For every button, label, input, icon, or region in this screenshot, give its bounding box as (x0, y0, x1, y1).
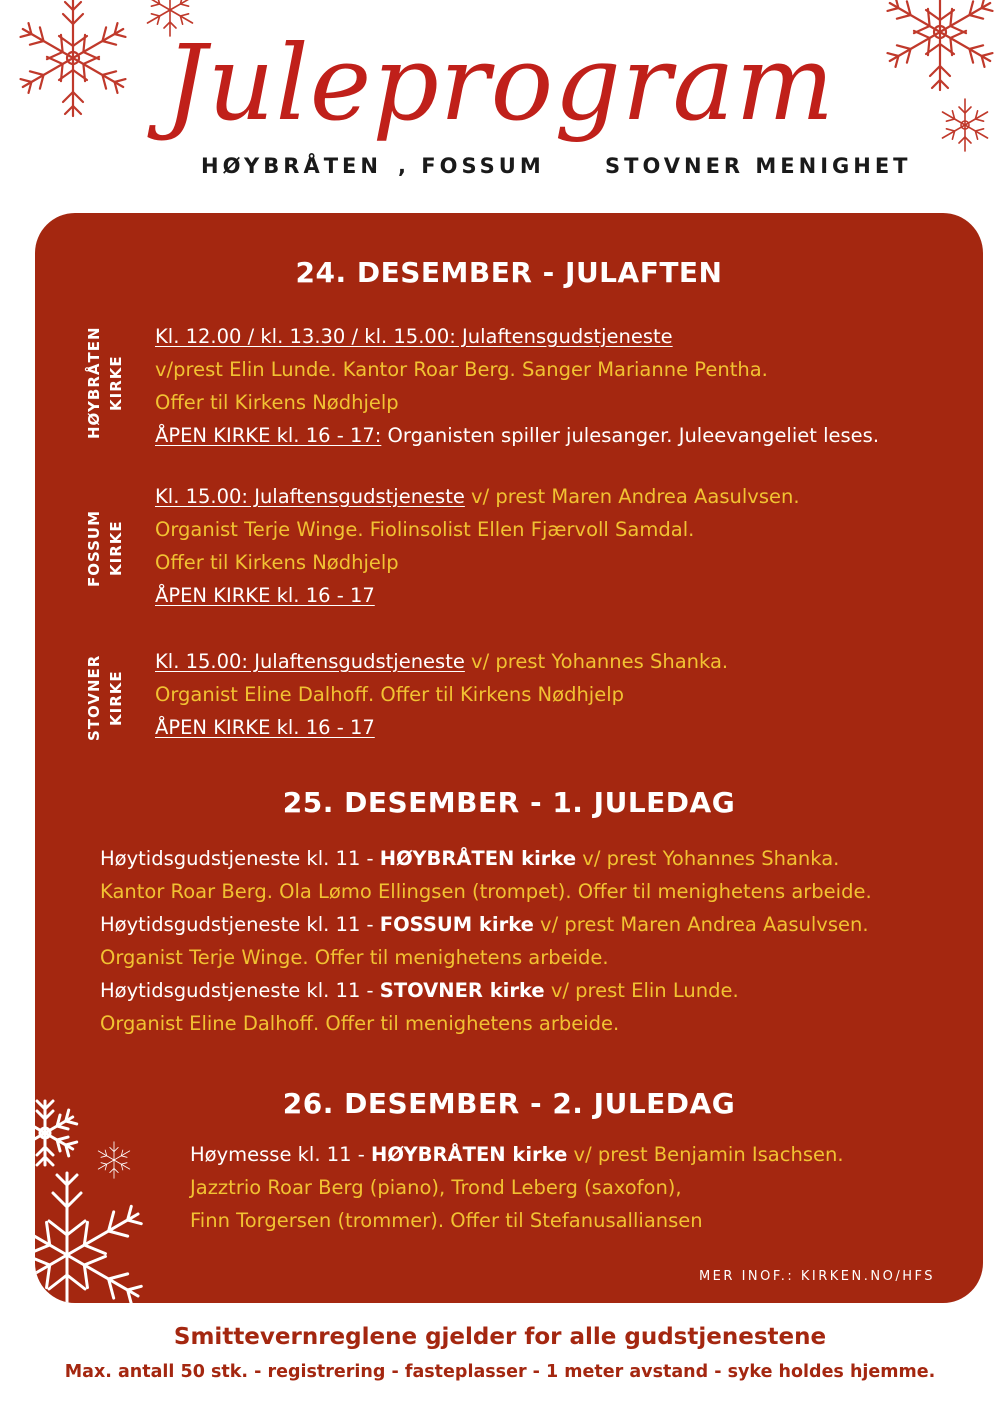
more-info: MER INOF.: KIRKEN.NO/HFS (698, 1269, 935, 1284)
page-subtitle (0, 154, 1000, 184)
dec25-entry-stovner-detail: Organist Eline Dalhoff. Offer til menighetens arbeide. (100, 1012, 620, 1035)
stovner-line2: Organist Eline Dalhoff. Offer til Kirkens Nødhjelp (155, 683, 625, 706)
heading-dec26: 26. DESEMBER - 2. JULEDAG (282, 1087, 736, 1120)
dec25-entry-hoybraten-detail: Kantor Roar Berg. Ola Lømo Ellingsen (trompet). Offer til menighetens arbeide. (100, 880, 872, 903)
dec26-line3: Finn Torgersen (trommer). Offer til Stefanusalliansen (190, 1209, 703, 1232)
program-card (35, 213, 983, 1303)
fossum-open: ÅPEN KIRKE kl. 16 - 17 (155, 584, 375, 607)
subtitle-fossum: , FOSSUM (398, 154, 545, 178)
stovner-open: ÅPEN KIRKE kl. 16 - 17 (155, 716, 375, 739)
heading-dec25: 25. DESEMBER - 1. JULEDAG (282, 786, 736, 819)
dec25-entry-hoybraten: Høytidsgudstjeneste kl. 11 - HØYBRÅTEN kirke v/ prest Yohannes Shanka. (100, 847, 840, 870)
fossum-line3: Offer til Kirkens Nødhjelp (155, 551, 399, 574)
heading-dec24: 24. DESEMBER - JULAFTEN (295, 256, 723, 289)
subtitle-hoybraten: HØYBRÅTEN (201, 154, 382, 178)
hoybraten-line2: v/prest Elin Lunde. Kantor Roar Berg. Sanger Marianne Pentha. (155, 358, 768, 381)
side-label-fossum: FOSSUM KIRKE (85, 509, 125, 587)
stovner-times: Kl. 15.00: Julaftensgudstjeneste v/ prest Yohannes Shanka. (155, 650, 729, 673)
hoybraten-line3: Offer til Kirkens Nødhjelp (155, 391, 399, 414)
subtitle-stovner: STOVNER MENIGHET (605, 154, 912, 178)
fossum-times: Kl. 15.00: Julaftensgudstjeneste v/ prest Maren Andrea Aasulvsen. (155, 485, 800, 508)
hoybraten-times: Kl. 12.00 / kl. 13.30 / kl. 15.00: Julaftensgudstjeneste (155, 325, 673, 348)
dec25-entry-fossum-detail: Organist Terje Winge. Offer til menighetens arbeide. (100, 946, 609, 969)
open-church-label: ÅPEN KIRKE kl. 16 - 17: (155, 424, 382, 447)
side-label-hoybraten: HØYBRÅTEN KIRKE (85, 326, 125, 440)
footer-rules: Max. antall 50 stk. - registrering - fasteplasser - 1 meter avstand - syke holdes hjemme. (64, 1362, 936, 1382)
page-title: Juleprogram (164, 22, 836, 144)
side-label-stovner: STOVNER KIRKE (85, 654, 125, 742)
dec25-entry-stovner: Høytidsgudstjeneste kl. 11 - STOVNER kirke v/ prest Elin Lunde. (100, 979, 739, 1002)
dec26-line2: Jazztrio Roar Berg (piano), Trond Leberg (saxofon), (190, 1176, 682, 1199)
snowflake-icon (35, 1163, 155, 1303)
dec25-entry-fossum: Høytidsgudstjeneste kl. 11 - FOSSUM kirke v/ prest Maren Andrea Aasulvsen. (100, 913, 869, 936)
hoybraten-open: ÅPEN KIRKE kl. 16 - 17: Organisten spiller julesanger. Juleevangeliet leses. (155, 424, 880, 447)
fossum-line2: Organist Terje Winge. Fiolinsolist Ellen Fjærvoll Samdal. (155, 518, 695, 541)
footer-heading: Smittevernreglene gjelder for alle gudstjenestene (173, 1324, 827, 1350)
dec26-service: Høymesse kl. 11 - HØYBRÅTEN kirke v/ prest Benjamin Isachsen. (190, 1143, 844, 1166)
